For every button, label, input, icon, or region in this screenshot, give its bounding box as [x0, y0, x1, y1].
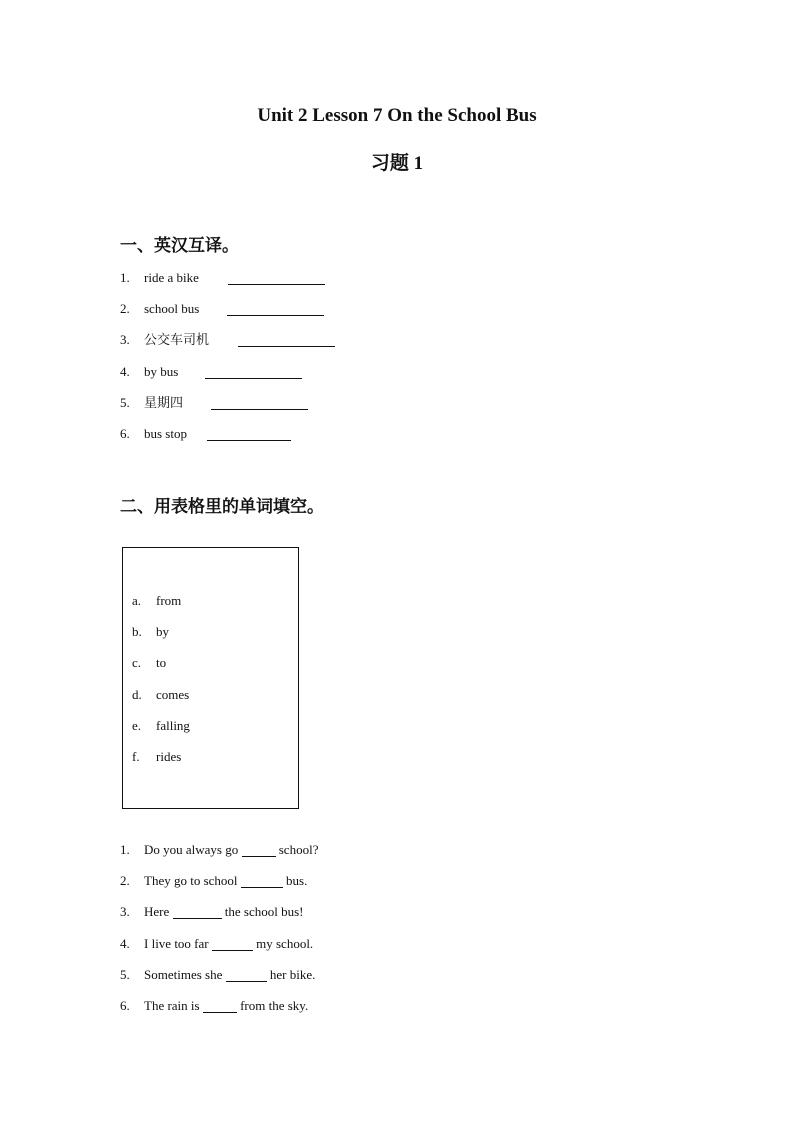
word-option [132, 687, 190, 718]
list-item [120, 395, 335, 426]
sentence-after: the school bus! [224, 904, 304, 920]
sentence-before: I live too far [144, 935, 209, 951]
item-number: 4. [120, 935, 130, 951]
sentence-after: school? [278, 842, 319, 857]
word-options [132, 593, 190, 780]
sentence-before: They go to school [144, 873, 238, 889]
word-option [132, 718, 190, 749]
sentence-after: her bike. [269, 966, 316, 982]
option-word: rides [156, 748, 182, 764]
list-item [120, 967, 318, 998]
option-letter: a. [132, 593, 142, 608]
item-text: 公交车司机 [144, 333, 210, 349]
list-item [120, 270, 335, 301]
answer-blank[interactable] [203, 998, 237, 1013]
item-text: by bus [144, 363, 179, 379]
item-text: school bus [144, 301, 200, 317]
answer-blank[interactable] [205, 364, 302, 379]
option-word: by [156, 624, 169, 640]
answer-blank[interactable] [212, 936, 253, 951]
item-text: bus stop [144, 425, 187, 441]
list-item [120, 998, 318, 1029]
option-word: from [156, 593, 182, 608]
translation-list [120, 270, 335, 457]
option-letter: f. [132, 748, 140, 764]
sentence-before: Here [144, 904, 170, 920]
page-subtitle: 习题 1 [370, 153, 424, 174]
item-text: 星期四 [144, 395, 184, 411]
answer-blank[interactable] [242, 842, 276, 857]
word-option [132, 749, 190, 780]
list-item [120, 842, 318, 873]
item-number: 3. [120, 332, 130, 348]
fill-in-list [120, 842, 318, 1029]
item-number: 5. [120, 394, 130, 410]
item-text: ride a bike [144, 270, 199, 285]
option-letter: e. [132, 717, 142, 733]
item-number: 4. [120, 363, 130, 379]
option-letter: d. [132, 686, 142, 702]
word-option [132, 593, 190, 624]
item-number: 6. [120, 425, 130, 441]
page-title: Unit 2 Lesson 7 On the School Bus [257, 105, 537, 126]
answer-blank[interactable] [211, 395, 308, 410]
list-item [120, 936, 318, 967]
item-number: 5. [120, 966, 130, 982]
sentence-before: Do you always go [144, 842, 239, 857]
list-item [120, 873, 318, 904]
answer-blank[interactable] [226, 967, 267, 982]
answer-blank[interactable] [241, 873, 283, 888]
list-item [120, 301, 335, 332]
answer-blank[interactable] [227, 301, 324, 316]
list-item [120, 332, 335, 363]
option-word: comes [156, 686, 190, 702]
list-item [120, 364, 335, 395]
item-number: 2. [120, 301, 130, 317]
list-item [120, 904, 318, 935]
sentence-after: from the sky. [240, 997, 309, 1013]
section-1-heading: 一、英汉互译。 [120, 236, 239, 256]
item-number: 6. [120, 997, 130, 1013]
answer-blank[interactable] [228, 270, 325, 285]
option-word: falling [156, 717, 190, 733]
word-option [132, 624, 190, 655]
item-number: 2. [120, 873, 130, 889]
option-letter: b. [132, 624, 142, 640]
word-box [122, 547, 299, 809]
sentence-before: Sometimes she [144, 966, 223, 982]
option-word: to [156, 655, 167, 671]
answer-blank[interactable] [173, 904, 222, 919]
option-letter: c. [132, 655, 142, 671]
item-number: 1. [120, 842, 130, 857]
item-number: 1. [120, 270, 130, 285]
sentence-before: The rain is [144, 997, 200, 1013]
section-2-heading: 二、用表格里的单词填空。 [120, 497, 324, 517]
sentence-after: my school. [256, 935, 314, 951]
answer-blank[interactable] [207, 426, 291, 441]
list-item [120, 426, 335, 457]
sentence-after: bus. [286, 873, 308, 889]
item-number: 3. [120, 904, 130, 920]
answer-blank[interactable] [238, 332, 335, 347]
word-option [132, 655, 190, 686]
